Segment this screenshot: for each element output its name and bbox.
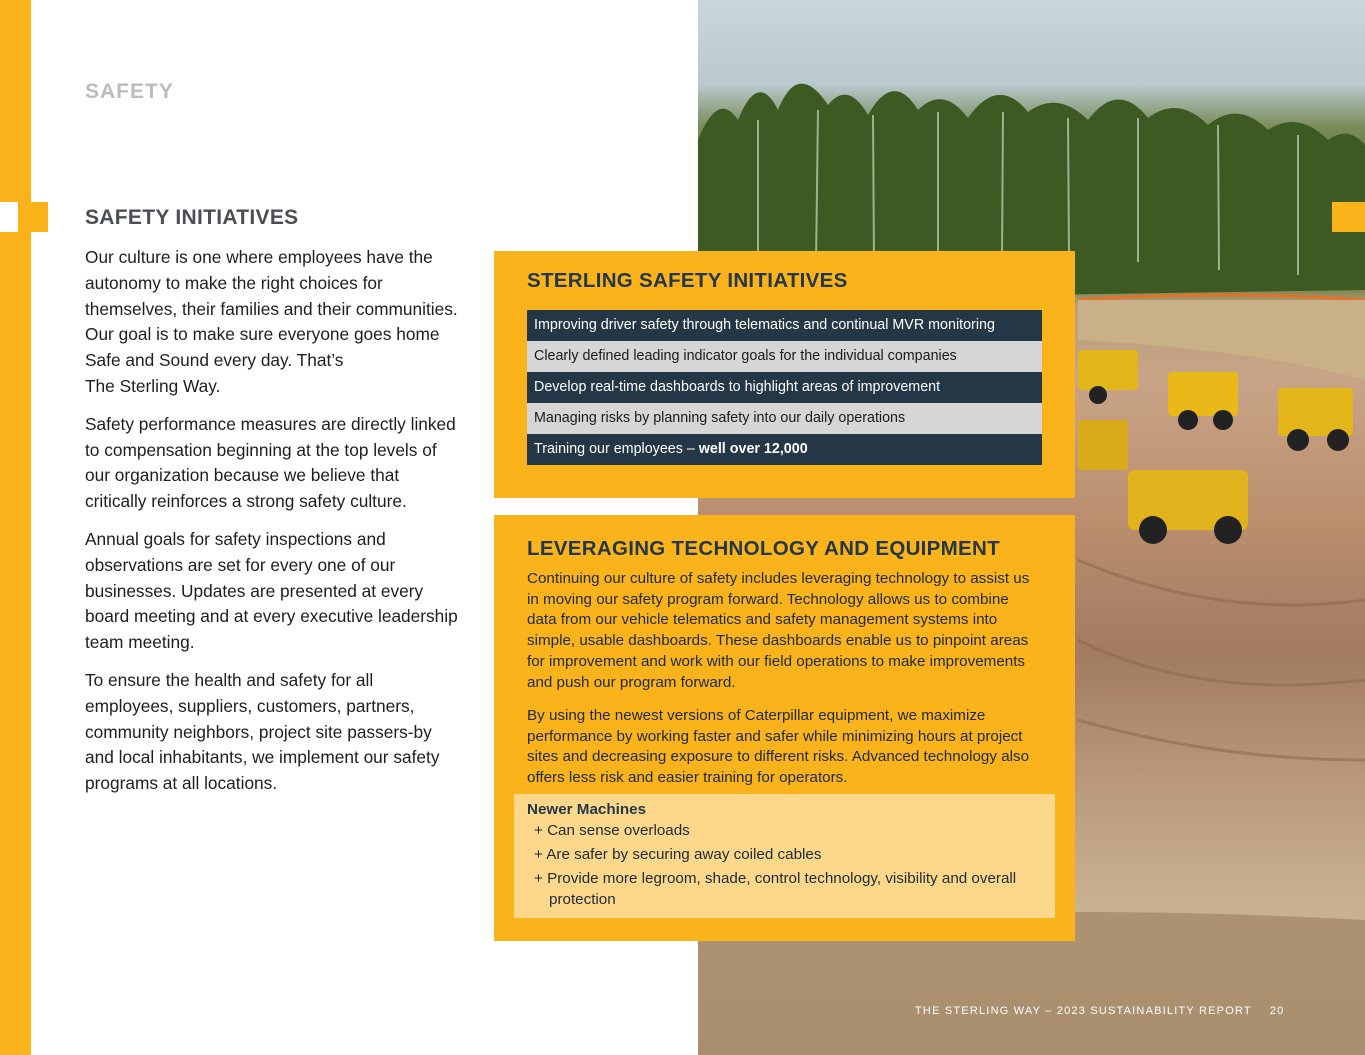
initiatives-title: STERLING SAFETY INITIATIVES bbox=[527, 269, 848, 292]
technology-box bbox=[494, 515, 1075, 941]
technology-paragraph-2: By using the newest versions of Caterpillar equipment, we maximize performance by working faster and safer while minimizing hours at project sites and decreasing exposure to different risks. Advanced technology also offers less risk and easier training for operators. bbox=[527, 707, 1030, 787]
initiative-row: Managing risks by planning safety into our daily operations bbox=[527, 403, 1042, 434]
newer-machines-box bbox=[514, 794, 1055, 918]
culture-text: Our culture is one where employees have the autonomy to make the right choices for themselves, their families and their communities. Our goal is to make sure everyone goes home Safe and Sound every day. That’s bbox=[85, 247, 458, 371]
left-accent-bar bbox=[0, 0, 31, 1055]
page-tab-marker bbox=[1332, 202, 1365, 232]
sterling-way-emphasis: The Sterling Way. bbox=[85, 375, 221, 396]
page-footer bbox=[915, 1005, 1284, 1017]
main-body-text bbox=[85, 245, 460, 809]
accent-bar-tab bbox=[31, 202, 48, 232]
page-title: SAFETY INITIATIVES bbox=[85, 206, 299, 229]
accent-bar-notch bbox=[0, 202, 18, 232]
initiative-row: Clearly defined leading indicator goals for the individual companies bbox=[527, 341, 1042, 372]
list-item: + Are safer by securing away coiled cables bbox=[534, 846, 822, 863]
list-item: + Can sense overloads bbox=[534, 822, 690, 839]
paragraph-goals: Annual goals for safety inspections and observations are set for every one of our businesses. Updates are presented at every board meeting and at every executive leadership team meeting. bbox=[85, 528, 458, 653]
initiative-row: Improving driver safety through telematics and continual MVR monitoring bbox=[527, 310, 1042, 341]
newer-machines-list bbox=[534, 821, 1034, 914]
section-tag: SAFETY bbox=[85, 80, 174, 103]
page-number: 20 bbox=[1269, 1005, 1285, 1017]
initiatives-list bbox=[527, 310, 1042, 465]
training-count: well over 12,000 bbox=[698, 441, 808, 457]
technology-paragraph-1: Continuing our culture of safety includes leveraging technology to assist us in moving our safety program forward. Technology allows us to combine data from our vehicle telematics and safety management systems into simple, usable dashboards. These dashboards enable us to pinpoint areas for improvement and work with our field operations to make improvements and push our program forward. bbox=[527, 570, 1030, 691]
safety-fence bbox=[1078, 295, 1365, 300]
footer-report-title: THE STERLING WAY – 2023 SUSTAINABILITY REPORT bbox=[915, 1005, 1252, 1017]
paragraph-compensation: Safety performance measures are directly linked to compensation beginning at the top levels of our organization because we believe that critically reinforces a strong safety culture. bbox=[85, 413, 456, 512]
initiative-row-training bbox=[527, 434, 1042, 465]
safety-initiatives-box bbox=[494, 251, 1075, 498]
technology-title: LEVERAGING TECHNOLOGY AND EQUIPMENT bbox=[527, 537, 1000, 560]
initiative-row: Develop real-time dashboards to highlight areas of improvement bbox=[527, 372, 1042, 403]
training-text: Training our employees – bbox=[534, 441, 699, 457]
haul-trucks bbox=[1078, 350, 1353, 544]
list-item: + Provide more legroom, shade, control technology, visibility and overall protection bbox=[534, 870, 1017, 908]
tire-tracks bbox=[1078, 560, 1365, 760]
paragraph-culture bbox=[85, 245, 460, 400]
newer-machines-heading: Newer Machines bbox=[527, 801, 647, 818]
paragraph-locations: To ensure the health and safety for all employees, suppliers, customers, partners, community neighbors, project site passers-by and local inhabitants, we implement our safety programs at all locations. bbox=[85, 669, 440, 794]
